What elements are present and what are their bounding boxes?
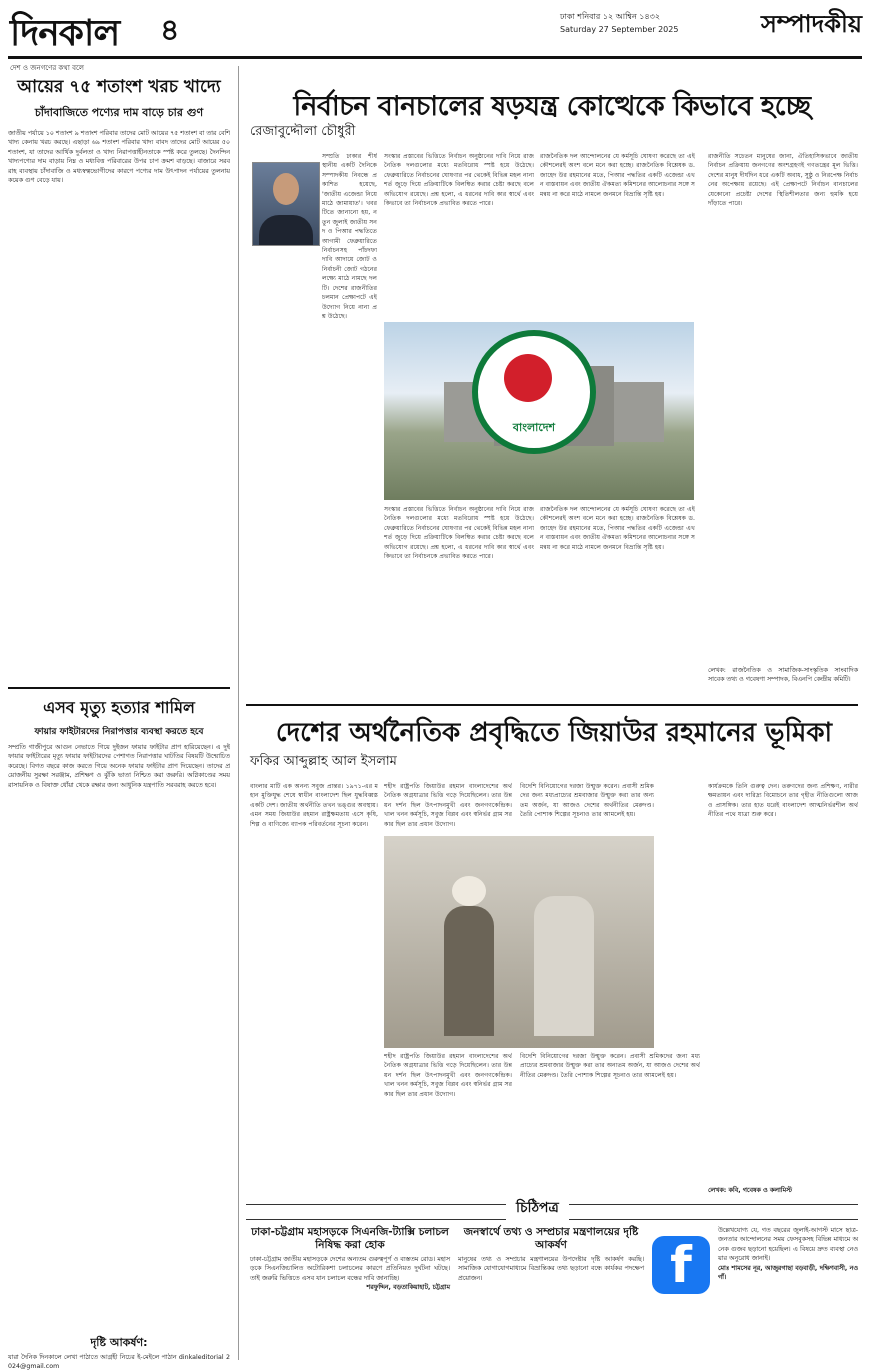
article-2-col-3b: বিদেশি বিনিয়োগের দরজা উন্মুক্ত করেন। প্রবাসী শ্রমিকদের জন্য মধ্যপ্রাচ্যের শ্রমবাজার উন্মুক্ত করা তার অন্যতম অর্জন, যা আজও দেশের অর্থনীতির মেরুদণ্ড। তৈরি পোশাক শিল্পের সূচনাও তার আমলেই হয়। (520, 1053, 700, 1079)
historic-photo (384, 836, 654, 1048)
election-commission-logo: বাংলাদেশ (472, 330, 596, 454)
article-2-col-1: বাংলার মাটি এক অনন্য সবুজ প্রান্তর। ১৯৭১-এর মহান মুক্তিযুদ্ধ শেষে স্বাধীন বাংলাদেশ ছিল যুদ্ধবিধ্বস্ত একটি দেশ। জাতীয় অর্থনীতি তখন ভঙ্গুর অবস্থায়। এমন সময় জিয়াউর রহমান রাষ্ট্রক্ষমতায় এসে কৃষি, শিল্প ও বাণিজ্যে ব্যাপক পরিবর্তনের সূচনা করেন। (250, 783, 378, 828)
page-number: ৪ (160, 13, 180, 48)
left-article-2-dek: ফায়ার ফাইটারদের নিরাপত্তার ব্যবস্থা করতে হবে (34, 727, 204, 737)
article-2-headline: দেশের অর্থনৈতিক প্রবৃদ্ধিতে জিয়াউর রহমানের ভূমিকা (275, 718, 833, 748)
article-1-col-3: রাজনৈতিক দল আন্দোলনের যে কর্মসূচি ঘোষণা করেছে তা এই কৌশলেরই অংশ বলে মনে করা হচ্ছে। রাজনৈতিক বিশ্লেষক ড. জাহেদ উর রহমানের মতে, পিআর পদ্ধতির একটি এজেন্ডা এখন বাস্তবায়ন এবং জাতীয় ঐকমত্য কমিশনের আলোচনার সঙ্গে সমন্বয় না করে মাঠে নামলে জনমনে বিভ্রান্তি সৃষ্টি হয়। (540, 153, 695, 198)
attention-text: যারা দৈনিক দিনকালে লেখা পাঠাতে আগ্রহী নিচের ই-মেইলে পাঠান dinkaleditorial 2024@gmail.com (8, 1354, 230, 1371)
article-1-col-3b: রাজনৈতিক দল আন্দোলনের যে কর্মসূচি ঘোষণা করেছে তা এই কৌশলেরই অংশ বলে মনে করা হচ্ছে। রাজনৈতিক বিশ্লেষক ড. জাহেদ উর রহমানের মতে, পিআর পদ্ধতির একটি এজেন্ডা এখন বাস্তবায়ন এবং জাতীয় ঐকমত্য কমিশনের আলোচনার সঙ্গে সমন্বয় না করে মাঠে নামলে জনমনে বিভ্রান্তি সৃষ্টি হয়। (540, 506, 695, 551)
article-2-byline: ফকির আব্দুল্লাহ আল ইসলাম (250, 754, 397, 769)
article-1-author-note: লেখক: রাজনৈতিক ও সামাজিক-সাংস্কৃতিক সাংবাদিক সাবেক তথ্য ও গবেষণা সম্পাদক, বিএনপি কেন্দ্রীয় কমিটি। (708, 667, 858, 684)
newspaper-logo: দিনকাল দেশ ও জনগণের কথা বলে (10, 12, 120, 72)
article-2-col-3: বিদেশি বিনিয়োগের দরজা উন্মুক্ত করেন। প্রবাসী শ্রমিকদের জন্য মধ্যপ্রাচ্যের শ্রমবাজার উন্মুক্ত করা তার অন্যতম অর্জন, যা আজও দেশের অর্থনীতির মেরুদণ্ড। তৈরি পোশাক শিল্পের সূচনাও তার আমলেই হয়। (520, 783, 654, 819)
left-column (8, 66, 230, 1303)
letter-1-text: ঢাকা-চট্টগ্রাম জাতীয় মহাসড়কে দেশের অন্যতম গুরুত্বপূর্ণ ও ব্যস্ততম রোড। মহাসড়কে সিএনজিচালিত অটোরিকশা চলাচলের কারণে প্রতিনিয়ত দুর্ঘটনা ঘটছে। তাই জরুরি ভিত্তিতে এসব যান চলাচল বন্ধের দাবি জানাচ্ছি। (250, 1256, 450, 1282)
issue-date: ঢাকা শনিবার ১২ আশ্বিন ১৪৩২ Saturday 27 September 2025 (560, 12, 679, 34)
letter-1 (250, 1226, 450, 1293)
left-article-1-dek: চাঁদাবাজিতে পণ্যের দাম বাড়ে চার গুণ (34, 106, 204, 119)
article-1-col-4: রাজনীতি সচেতন মানুষের জানা, ঐতিহাসিকভাবে জাতীয় নির্বাচন প্রক্রিয়ায় জনগণের অংশগ্রহণই গণতন্ত্রের মূল ভিত্তি। দেশের মানুষ দীর্ঘদিন ধরে একটি অবাধ, সুষ্ঠু ও নিরপেক্ষ নির্বাচনের অপেক্ষায় রয়েছে। এই প্রেক্ষাপটে নির্বাচন বানচালের যেকোনো প্রচেষ্টা দেশের স্থিতিশীলতার জন্য হুমকি হয়ে দাঁড়াতে পারে। (708, 153, 858, 208)
left-article-2-headline: এসব মৃত্যু হত্যার শামিল (43, 698, 195, 717)
author-photo (252, 162, 320, 246)
article-1-headline: নির্বাচন বানচালের ষড়যন্ত্র কোত্থেকে কিভাবে হচ্ছে (293, 91, 811, 122)
letter-1-title: ঢাকা-চট্টগ্রাম মহাসড়কে সিএনজি-ট্যাক্সি চলাচল নিষিদ্ধ করা হোক (251, 1226, 449, 1251)
letter-1-signature: শরফুদ্দিন, বড়তাকিয়াহাট, চট্টগ্রাম (366, 1284, 450, 1292)
masthead-rule (8, 56, 862, 59)
letters-title: চিঠিপত্র (506, 1196, 569, 1220)
article-2-col-2: শহীদ রাষ্ট্রপতি জিয়াউর রহমান বাংলাদেশের অর্থনৈতিক অগ্রযাত্রার ভিত্তি গড়ে দিয়েছিলেন। তার উন্নয়ন দর্শন ছিল উৎপাদনমুখী এবং জনগণকেন্দ্রিক। খাল খনন কর্মসূচি, সবুজ বিপ্লব এবং স্বনির্ভর গ্রাম সরকার ছিল তার প্রধান উদ্যোগ। (384, 783, 512, 828)
article-1-col-2: সংস্কার প্রস্তাবের ভিত্তিতে নির্বাচন অনুষ্ঠানের দাবি নিয়ে রাজনৈতিক দলগুলোর মধ্যে মতবিরোধ স্পষ্ট হয়ে উঠেছে। ফেব্রুয়ারিতে নির্বাচনের ঘোষণার পর থেকেই বিভিন্ন মহল নানা শর্ত জুড়ে দিয়ে প্রক্রিয়াটিকে বিলম্বিত করার চেষ্টা করছে বলে অভিযোগ রয়েছে। প্রশ্ন হলো, এ ধরনের দাবি কার স্বার্থে এবং কিভাবে তা নির্বাচনকে প্রভাবিত করতে পারে। (384, 153, 534, 208)
article-1-col-1: সম্প্রতি ঢাকার শীর্ষস্থানীয় একটি দৈনিকে সম্পাদকীয় নিবন্ধে প্রকাশিত হয়েছে, 'জাতীয় এজেন্ডা নিয়ে মাঠে জামায়াত'। খবরটিতে জানানো হয়, নতুন জুলাই জাতীয় সনদ ও পিআর পদ্ধতিতে আগামী ফেব্রুয়ারিতে নির্বাচনসহ পাঁচদফা দাবি আদায়ে জোট ও নির্বাচনী জোট গঠনের লক্ষ্যে মাঠে নামছে দলটি। দেশের রাজনীতির চলমান প্রেক্ষাপটে এই উদ্যোগ নিয়ে নানা প্রশ্ন উঠেছে। (322, 153, 377, 320)
letter-2 (458, 1226, 644, 1283)
letter-2-text: মানুষের তথ্য ও সম্প্রচার মন্ত্রণালয়ের উপদেষ্টার দৃষ্টি আকর্ষণ করছি। সামাজিক যোগাযোগমাধ্যমে বিভ্রান্তিকর তথ্য ছড়ানো বন্ধে কার্যকর পদক্ষেপ প্রয়োজন। (458, 1256, 644, 1282)
left-article-1-headline: আয়ের ৭৫ শতাংশ খরচ খাদ্যে (17, 77, 221, 97)
article-1-col-2b: সংস্কার প্রস্তাবের ভিত্তিতে নির্বাচন অনুষ্ঠানের দাবি নিয়ে রাজনৈতিক দলগুলোর মধ্যে মতবিরোধ স্পষ্ট হয়ে উঠেছে। ফেব্রুয়ারিতে নির্বাচনের ঘোষণার পর থেকেই বিভিন্ন মহল নানা শর্ত জুড়ে দিয়ে প্রক্রিয়াটিকে বিলম্বিত করার চেষ্টা করছে বলে অভিযোগ রয়েছে। প্রশ্ন হলো, এ ধরনের দাবি কার স্বার্থে এবং কিভাবে তা নির্বাচনকে প্রভাবিত করতে পারে। (384, 506, 534, 561)
facebook-icon: f (652, 1236, 710, 1294)
left-article-1-body: জাতীয় পর্যায়ে ১০ শতাংশ ৯ শতাংশ পরিবার তাদের মোট আয়ের ৭৫ শতাংশ বা তার বেশি খাদ্য কেনায় খরচ করছে। এছাড়া ৬৯ শতাংশ পরিবার খাদ্য বাবদ তাদের মোট আয়ের ৫০ শতাংশ, যা তাদের আর্থিক দুর্বলতা ও খাদ্য নিরাপত্তাহীনতাকে স্পষ্ট করে তুলছে। দৈনন্দিন খাদ্যপণ্যের দাম বাড়ায় নিম্ন ও মধ্যবিত্ত পরিবারের উপর চাপ ক্রমশ বাড়ছে। বাজারে সরবরাহ ব্যবস্থায় চাঁদাবাজি ও মধ্যস্বত্বভোগীদের কারণে পণ্যের দাম উৎপাদন পর্যায়ের তুলনায় কয়েক গুণ বেড়ে যায়। (8, 130, 230, 185)
article-1-byline: রেজাবুদ্দৌলা চৌধুরী (250, 124, 356, 139)
letter-3-text: উল্লেখযোগ্য যে, গত বছরের জুলাই-আগস্ট মাসে ছাত্র-জনতার আন্দোলনের সময় ফেসবুকসহ বিভিন্ন মাধ্যমে অনেক গুজব ছড়ানো হয়েছিল। এ বিষয়ে দ্রুত ব্যবস্থা নেওয়ার অনুরোধ জানাই। (718, 1227, 858, 1263)
divider (8, 687, 230, 689)
attention-title: দৃষ্টি আকর্ষণ: (90, 1336, 148, 1349)
column-divider (238, 66, 239, 1360)
section-title: সম্পাদকীয় (760, 9, 862, 38)
article-2-col-4: কার্যক্রমকে তিনি গুরুত্ব দেন। তরুণদের জন্য প্রশিক্ষণ, নারীর ক্ষমতায়ন এবং দারিদ্র্য বিমোচনে তার গৃহীত নীতিগুলো আজও প্রাসঙ্গিক। তার হাত ধরেই বাংলাদেশ আত্মনির্ভরশীল অর্থনীতির পথে যাত্রা শুরু করে। (708, 783, 858, 819)
article-2-col-2b: শহীদ রাষ্ট্রপতি জিয়াউর রহমান বাংলাদেশের অর্থনৈতিক অগ্রযাত্রার ভিত্তি গড়ে দিয়েছিলেন। তার উন্নয়ন দর্শন ছিল উৎপাদনমুখী এবং জনগণকেন্দ্রিক। খাল খনন কর্মসূচি, সবুজ বিপ্লব এবং স্বনির্ভর গ্রাম সরকার ছিল তার প্রধান উদ্যোগ। (384, 1053, 512, 1098)
section-divider (246, 704, 858, 706)
article-2-author-note: লেখক: কবি, গবেষক ও কলামিস্ট (708, 1187, 792, 1194)
letter-3-signature: মোঃ শামসের নূর, আজুরগাছা বড়বাড়ী, দক্ষিণবাসী, নওগাঁ। (718, 1264, 858, 1282)
left-article-2-body: সম্প্রতি গাজীপুরে আগুন নেভাতে গিয়ে দুইজন ফায়ার ফাইটার প্রাণ হারিয়েছেন। এ দুই ফায়ার ফাইটারের মৃত্যু ফায়ার ফাইটারদের পেশাগত নিরাপত্তার ঘাটতির বিষয়টি উন্মোচিত করেছে। বিগত বছরে কাজ করতে গিয়ে অনেক ফায়ার ফাইটার প্রাণ দিয়েছেন। তাদের প্রয়োজনীয় সুরক্ষা সরঞ্জাম, প্রশিক্ষণ ও ঝুঁকি ভাতা নিশ্চিত করা জরুরি। অগ্নিকাণ্ডের সময় রাসায়নিক ও বিষাক্ত ধোঁয়া থেকে রক্ষার জন্য আধুনিক যন্ত্রপাতি সরবরাহ করতে হবে। (8, 744, 230, 789)
letter-2-title: জনস্বার্থে তথ্য ও সম্প্রচার মন্ত্রণালয়ের দৃষ্টি আকর্ষণ (463, 1226, 639, 1251)
attention-box (8, 1334, 230, 1372)
letter-3 (718, 1226, 858, 1282)
